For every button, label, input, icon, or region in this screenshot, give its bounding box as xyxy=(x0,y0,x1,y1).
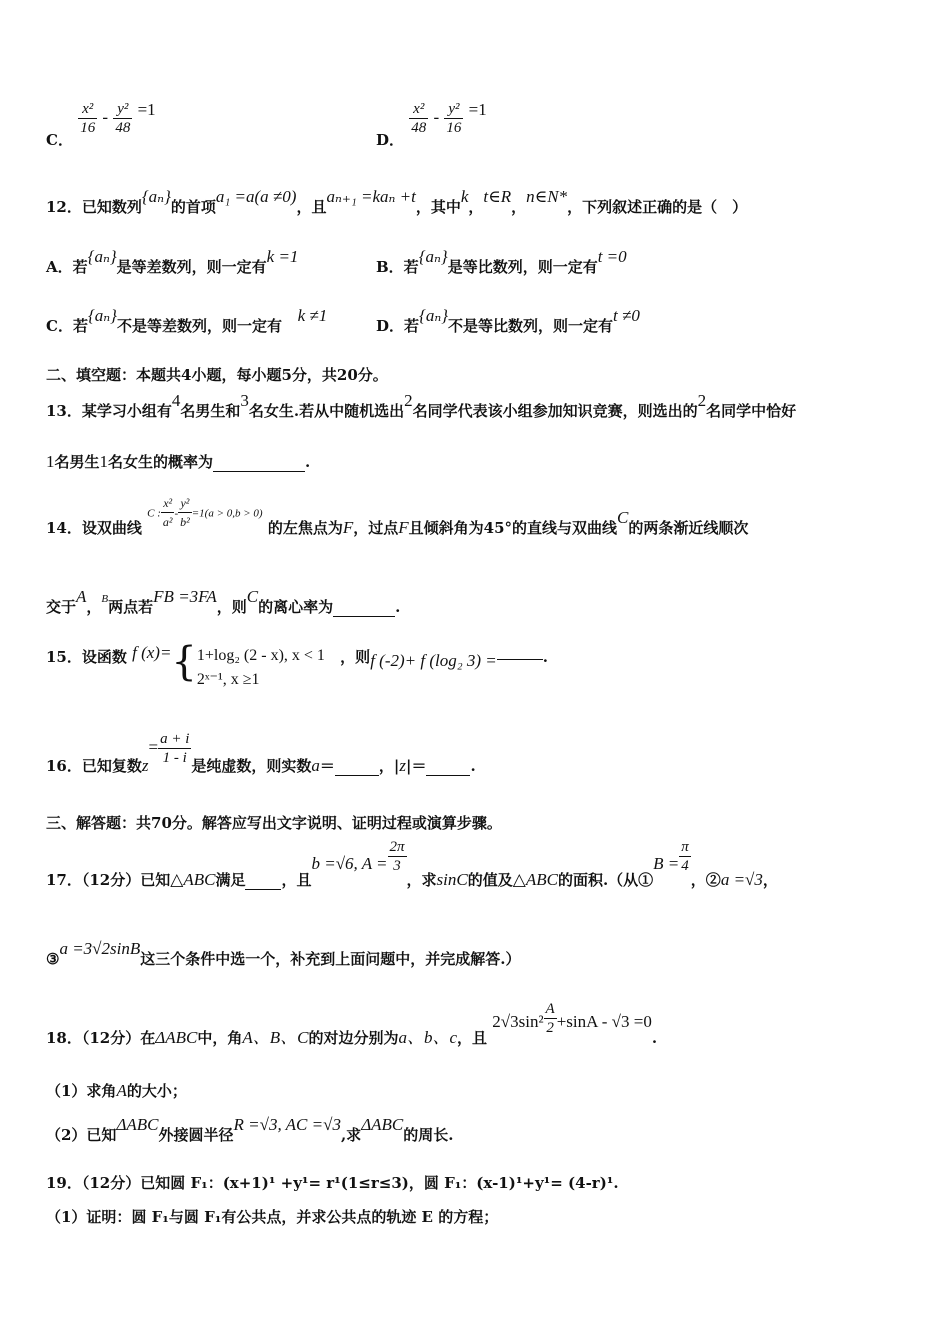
q12-option-d: D．若{aₙ}不是等比数列，则一定有t ≠0 xyxy=(376,306,640,335)
q12-option-a: A．若{aₙ}是等差数列，则一定有k =1 xyxy=(46,247,299,276)
q12-option-c: C．若{aₙ}不是等差数列，则一定有 k ≠1 xyxy=(46,306,328,335)
answer-blank[interactable] xyxy=(245,871,281,890)
q11-option-c: C． $\frac{\text{x²}}{16}$ - $\frac{\text{y²}}{48}$ =1 xyxy=(46,99,156,149)
q13-line1: 13．某学习小组有4名男生和3名女生.若从中随机选出2名同学代表该小组参加知识竞赛，则选出的2名同学中恰好 xyxy=(46,391,797,420)
q14-line2: 交于A，$^B$两点若FB =3FA，则C的离心率为 . xyxy=(46,587,401,616)
fraction: $\frac{\pi}{4}$ xyxy=(681,839,689,874)
left-brace: { xyxy=(171,639,197,685)
q12-stem: 12．已知数列{aₙ}的首项a₁ =a(a ≠0)，且aₙ₊₁ =kaₙ +t，其中k，t∈R，n∈N*，下列叙述正确的是（ ） xyxy=(46,187,748,216)
q13-line2: 1名男生1名女生的概率为 . xyxy=(46,452,311,471)
q11-option-d: D． $\frac{\text{x²}}{48}$ - $\frac{\text{y²}}{16}$ =1 xyxy=(376,99,487,149)
fraction: $\frac{\text{y²}}{16}$ xyxy=(446,101,462,136)
fraction: $\frac{\text{x²}}{16}$ xyxy=(80,101,96,136)
q15: 15．设函数 f (x)={ 1+log₂ (2 - x), x < 1 2ˣ⁻¹, x ≥1 ，则f (-2)+ f (log₂ 3) = . xyxy=(46,644,904,692)
fraction: $\frac{\text{x²}}{48}$ xyxy=(411,101,427,136)
piecewise-cases: 1+log₂ (2 - x), x < 1 2ˣ⁻¹, x ≥1 xyxy=(196,647,325,688)
answer-blank[interactable] xyxy=(426,757,470,776)
q16: 16．已知复数z= $\frac{a + i}{1 - i}$ 是纯虚数，则实数a＝ ，|z|＝ . xyxy=(46,731,476,775)
q17-line1: 17．（12分）已知△ABC满足 ，且b =√6, A = $\frac{2\pi}{3}$ ，求sinC的值及△ABC的面积.（从①B = $\frac{\pi}{4}$ ，②a =√3， xyxy=(46,839,778,889)
q19-part1: （1）证明：圆 F₁与圆 F₁有公共点，并求公共点的轨迹 E 的方程； xyxy=(46,1208,499,1226)
q14-line1: 14．设双曲线 C : $\frac{\text{x²}}{\text{a²}}$ - $\frac{\text{y²}}{\text{b²}}$ =1(a > 0,b > 0) 的左焦点为F，过点F且倾斜角为45°的直线与双曲线C的两条渐近线顺次 xyxy=(46,496,749,537)
section-solution-heading: 三、解答题：共70分。解答应写出文字说明、证明过程或演算步骤。 xyxy=(46,814,502,832)
fraction: $\frac{\text{x²}}{\text{a²}}$ xyxy=(162,496,173,529)
answer-blank[interactable] xyxy=(335,757,379,776)
fraction: $\frac{\text{y²}}{48}$ xyxy=(115,101,131,136)
fraction: $\frac{A}{2}$ xyxy=(545,1001,555,1036)
q18-part2: （2）已知ΔABC外接圆半径R =√3, AC =√3,求ΔABC的周长. xyxy=(46,1115,454,1144)
answer-blank[interactable] xyxy=(213,453,305,472)
answer-blank[interactable] xyxy=(497,659,543,660)
q12-option-b: B．若{aₙ}是等比数列，则一定有t =0 xyxy=(376,247,627,276)
fraction: $\frac{\text{y²}}{\text{b²}}$ xyxy=(180,496,190,529)
fraction: $\frac{2\pi}{3}$ xyxy=(389,839,405,874)
q19-stem: 19．（12分）已知圆 F₁：(x+1)¹ +y¹= r¹(1≤r≤3)，圆 F₁：(x-1)¹+y¹= (4-r)¹. xyxy=(46,1174,619,1192)
section-fill-in-heading: 二、填空题：本题共4小题，每小题5分，共20分。 xyxy=(46,366,388,384)
q18-stem: 18．（12分）在ΔABC中，角A、B、C的对边分别为a、b、c，且 2√3sin² $\frac{A}{2}$ +sinA - √3 =0. xyxy=(46,1001,658,1047)
q18-part1: （1）求角A的大小； xyxy=(46,1081,187,1100)
answer-blank[interactable] xyxy=(333,598,395,617)
fraction: $\frac{a + i}{1 - i}$ xyxy=(160,731,190,766)
q17-line2: ③a =3√2sinB这三个条件中选一个，补充到上面问题中，并完成解答.） xyxy=(46,939,521,968)
